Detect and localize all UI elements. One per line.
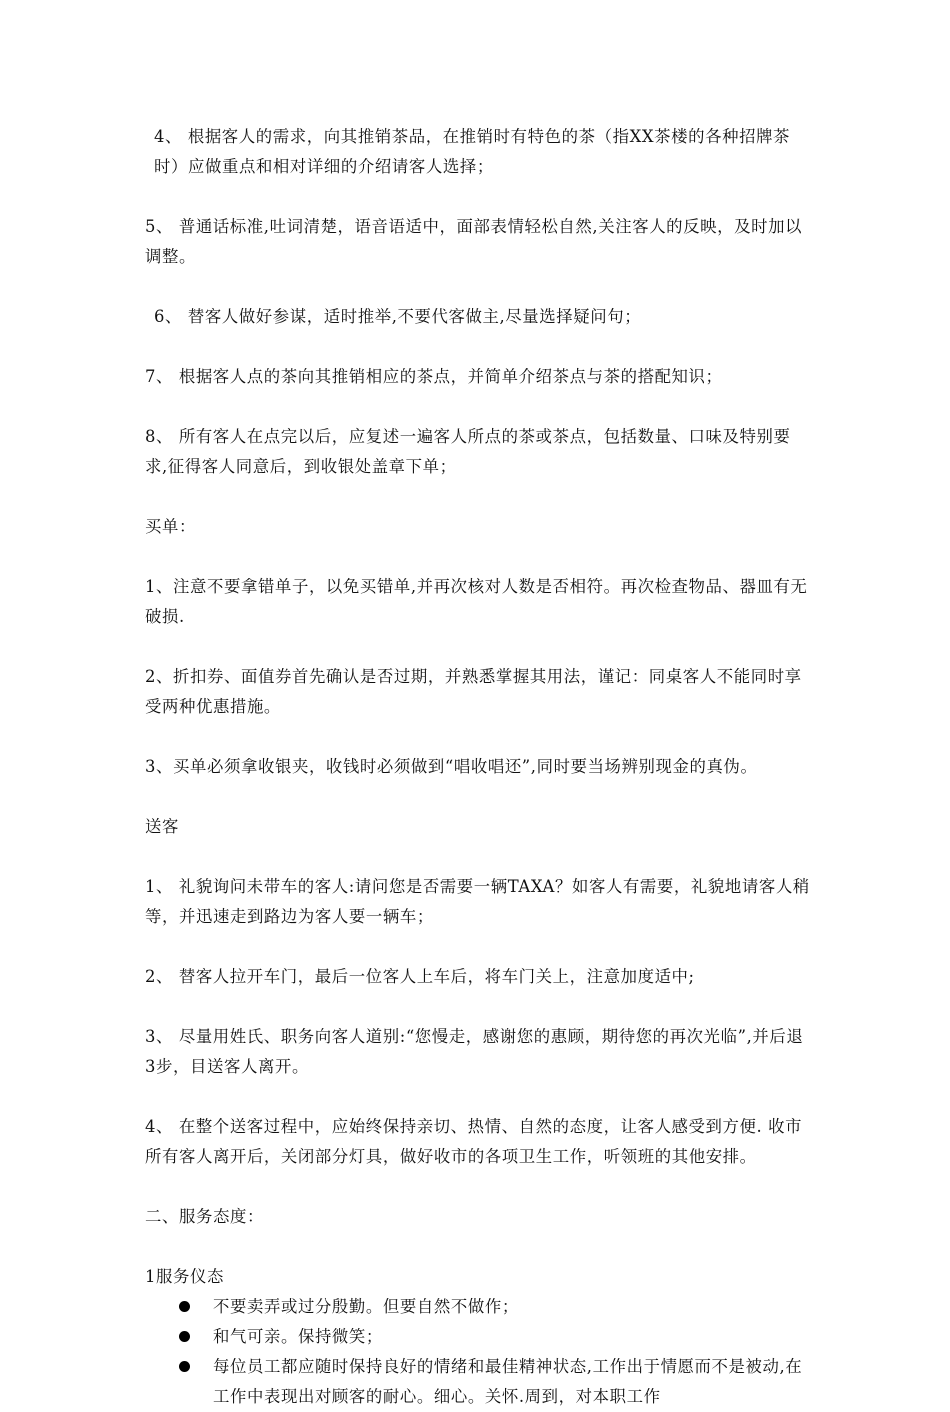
paragraph-item-5-speech: 5、 普通话标准,吐词清楚，语音语适中，面部表情轻松自然,关注客人的反映，及时加以调整。 [145, 217, 803, 266]
paragraph-item-8-repeat-order: 8、 所有客人在点完以后，应复述一遍客人所点的茶或茶点，包括数量、口味及特别要求,征得客人同意后，到收银处盖章下单； [145, 427, 791, 476]
bullet-dot-icon [179, 1331, 190, 1342]
list-item [145, 1322, 813, 1352]
section-heading-service-attitude: 二、服务态度： [145, 1207, 264, 1226]
section-heading-checkout: 买单： [145, 517, 196, 536]
list-item [145, 1292, 813, 1322]
paragraph-seeing-off-4: 4、 在整个送客过程中，应始终保持亲切、热情、自然的态度，让客人感受到方便. 收市 所有客人离开后，关闭部分灯具，做好收市的各项卫生工作，听领班的其他安排。 [145, 1117, 803, 1166]
paragraph-seeing-off-1: 1、 礼貌询问未带车的客人:请问您是否需要一辆TAXA？如客人有需要，礼貌地请客人稍等，并迅速走到路边为客人要一辆车； [145, 877, 810, 926]
bullet-dot-icon [179, 1361, 190, 1372]
paragraph-seeing-off-2: 2、 替客人拉开车门，最后一位客人上车后，将车门关上，注意加度适中; [145, 967, 695, 986]
paragraph-item-4-recommend-tea: 4、 根据客人的需求，向其推销茶品，在推销时有特色的茶（指XX茶楼的各种招牌茶时）应做重点和相对详细的介绍请客人选择； [154, 127, 791, 176]
paragraph-item-7-snacks: 7、 根据客人点的茶向其推销相应的茶点，并简单介绍茶点与茶的搭配知识； [145, 367, 723, 386]
list-item-text: 和气可亲。保持微笑； [213, 1327, 383, 1346]
paragraph-checkout-1: 1、注意不要拿错单子，以免买错单,并再次核对人数是否相符。再次检查物品、器皿有无破损. [145, 577, 808, 626]
paragraph-item-6-advise: 6、 替客人做好参谋，适时推举,不要代客做主,尽量选择疑问句； [154, 307, 642, 326]
paragraph-checkout-3: 3、买单必须拿收银夹，收钱时必须做到“唱收唱还”,同时要当场辨别现金的真伪。 [145, 757, 758, 776]
list-item-text: 不要卖弄或过分殷勤。但要自然不做作； [213, 1297, 519, 1316]
service-manner-list [145, 1292, 813, 1412]
list-item-text: 每位员工都应随时保持良好的情绪和最佳精神状态,工作出于情愿而不是被动,在工作中表现出对顾客的耐心。细心。关怀.周到，对本职工作 [213, 1357, 803, 1406]
paragraph-checkout-2: 2、折扣券、面值券首先确认是否过期，并熟悉掌握其用法，谨记：同桌客人不能同时享受两种优惠措施。 [145, 667, 802, 716]
section-heading-seeing-off: 送客 [145, 817, 179, 836]
subsection-heading-service-manner: 1服务仪态 [145, 1267, 224, 1286]
bullet-dot-icon [179, 1301, 190, 1312]
paragraph-seeing-off-3: 3、 尽量用姓氏、职务向客人道别:“您慢走，感谢您的惠顾，期待您的再次光临”,并后退3步，目送客人离开。 [145, 1027, 804, 1076]
list-item [145, 1352, 813, 1412]
document-body [145, 122, 813, 1412]
